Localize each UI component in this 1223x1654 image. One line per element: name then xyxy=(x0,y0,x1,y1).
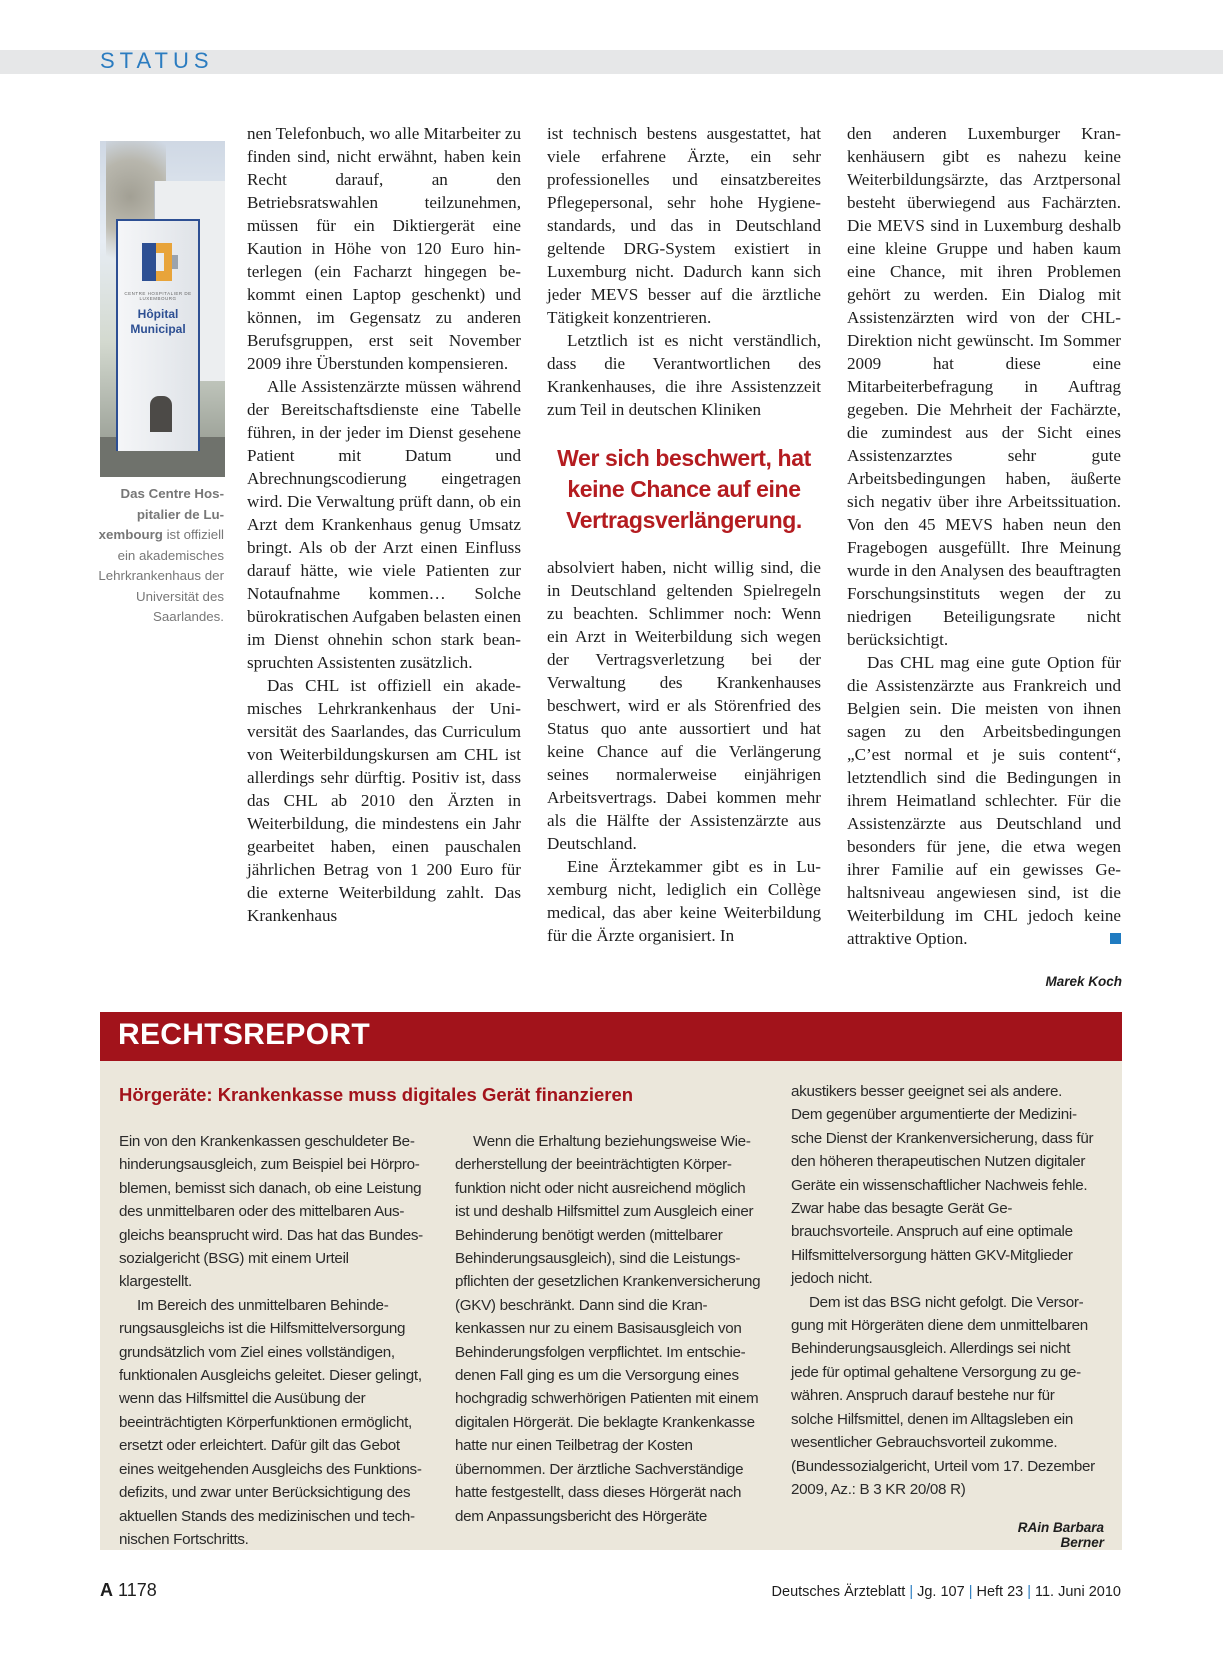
paragraph: ist technisch bestens ausgestattet, hat viele erfahrene Ärzte, ein sehr professionelles und einsatzbereites Pflegepersonal, sehr hohe Hygienestandards, und das in Deutschland geltende DRG-System existiert in Luxemburg nicht. Dadurch kann sich jeder MEVS besser auf die ärztliche Tätigkeit konzentrieren. xyxy=(547,124,821,327)
sign-subtitle: CENTRE HOSPITALIER DE LUXEMBOURG xyxy=(124,291,192,301)
paragraph: Das CHL ist offiziell ein akademisches Lehrkrankenhaus der Universität des Saarlandes, das Curriculum von Weiterbildungskursen am CHL ist allerdings sehr dürftig. Positiv ist, dass das CHL ab 2010 den Ärzten in Weiterbildung, die mindestens ein Jahr gearbeitet haben, einen pauschalen jährlichen Betrag von 1 200 Euro für die externe Weiterbildung zahlt. Das Krankenhaus xyxy=(247,676,521,925)
article-column-1 xyxy=(247,122,521,927)
article-column-2 xyxy=(547,122,821,947)
trash-bin-shape xyxy=(150,396,172,432)
paragraph: Dem ist das BSG nicht gefolgt. Die Versorgung mit Hörgeräten diene dem unmittelbaren Behinderungsausgleich. Allerdings sei nicht jede für optimal gehaltene Versorgung zu gewähren. Anspruch darauf bestehe nur für solche Hilfsmittel, denen im Alltagsleben ein wesentlicher Gebrauchsvorteil zukomme. (Bundessozialgericht, Urteil vom 17. Dezember 2009, Az.: B 3 KR 20/08 R) xyxy=(791,1293,1095,1498)
journal-volume: Jg. 107 xyxy=(917,1584,965,1600)
pull-quote: Wer sich beschwert, hat keine Chance auf eine Vertragsverlängerung. xyxy=(557,445,811,533)
paragraph: nen Telefonbuch, wo alle Mitarbeiter zu finden sind, nicht erwähnt, haben kein Recht darauf, an den Betriebsratswahlen teilzunehmen, müssen für ein Diktiergerät eine Kaution in Höhe von 120 Euro hinterlegen (ein Facharzt hingegen bekommt einen Laptop geschenkt) und können, im Gegensatz zu anderen Berufsgruppen, erst seit November 2009 ihre Überstunden kompensieren. xyxy=(247,124,521,373)
rechtsreport-title: RECHTSREPORT xyxy=(118,1018,370,1051)
article-author: Marek Koch xyxy=(1045,974,1122,989)
journal-name: Deutsches Ärzteblatt xyxy=(771,1584,906,1600)
rechtsreport-column-3 xyxy=(791,1080,1097,1501)
article-column-3 xyxy=(847,122,1121,950)
end-mark-icon xyxy=(1110,933,1121,944)
rechtsreport-author: RAin Barbara Berner xyxy=(1017,1520,1104,1550)
journal-date: 11. Juni 2010 xyxy=(1035,1584,1121,1600)
paragraph: Wenn die Erhaltung beziehungsweise Wiederherstellung der beeinträchtigten Körperfunktion nicht oder nicht ausreichend möglich ist und deshalb Hilfsmittel zum Ausgleich einer Behinderung benötigt werden (mittelbarer Behinderungsausgleich), sind die Leistungspflichten der gesetzlichen Krankenversicherung (GKV) beschränkt. Dann sind die Krankenkassen nur zu einem Basisausgleich von Behinderungsfolgen verpflichtet. Im entschiedenen Fall ging es um die Versorgung eines hochgradig schwerhörigen Patienten mit einem digitalen Hörgerät. Die beklagte Krankenkasse hatte nur einen Teilbetrag der Kosten übernommen. Der ärztliche Sachverständige hatte festgestellt, dass dieses Hörgerät nach dem Anpassungsbericht des Hörgeräte xyxy=(455,1133,761,1525)
paragraph: den anderen Luxemburger Krankenhäusern gibt es nahezu keine Weiterbildungsärzte, das Arztpersonal besteht überwiegend aus Fachärzten. Die MEVS sind in Luxemburg deshalb eine kleine Gruppe und haben kaum eine Chance, mit ihren Problemen gehört zu werden. Ein Dialog mit Assistenzärzten wird von der CHL-Direktion nicht gewünscht. Im Sommer 2009 hat diese eine Mitarbeiterbefragung in Auftrag gegeben. Die Mehrheit der Fachärzte, die zumindest aus der Sicht eines Assistenzarztes sehr gute Arbeitsbedingungen haben, äußerte sich negativ über ihre Arbeitssituation. Von den 45 MEVS haben neun den Fragebogen ausgefüllt. Ihre Meinung wurde in den Analysen des beauftragten Forschungsinstituts wegen der zu niedrigen Beteiligungsrate nicht berücksichtigt. xyxy=(847,124,1121,649)
paragraph: absolviert haben, nicht willig sind, die in Deutschland geltenden Spielregeln zu beachten. Schlimmer noch: Wenn ein Arzt in Weiterbildung sich wegen der Vertragsverletzung bei der Verwaltung des Krankenhauses beschwert, wird er als Störenfried des Status quo ante aussortiert und hat keine Chance auf die Verlängerung seines normalerweise einjährigen Arbeitsvertrags. Dabei kommen mehr als die Hälfte der Assistenzärzte aus Deutschland. xyxy=(547,558,821,853)
rechtsreport-header xyxy=(100,1012,1122,1061)
rechtsreport-headline: Hörgeräte: Krankenkasse muss digitales Gerät finanzieren xyxy=(119,1084,634,1105)
caption-bold: Das Centre Hospitalier de Luxembourg xyxy=(98,486,224,542)
paragraph: Ein von den Krankenkassen geschuldeter Behinderungsausgleich, zum Beispiel bei Hörproblemen, bemisst sich danach, ob eine Leistung des unmittelbaren oder des mittelbaren Ausgleichs beansprucht wird. Das hat das Bundessozialgericht (BSG) mit einem Urteil klargestellt. xyxy=(119,1133,424,1291)
separator: | xyxy=(1027,1584,1031,1600)
page-number xyxy=(100,1580,157,1601)
separator: | xyxy=(968,1584,973,1600)
journal-issue: Heft 23 xyxy=(976,1584,1024,1600)
photo-caption xyxy=(96,484,224,628)
separator: | xyxy=(909,1584,914,1600)
paragraph-text: Das CHL mag eine gute Option für die Assistenzärzte aus Frankreich und Belgien sein. Die meisten von ihnen sagen zu den Arbeitsbedingungen „C’est normal et je suis content“, letztendlich sind die Bedingungen in ihrem Heimatland schlechter. Für die Assistenzärzte aus Deutschland und besonders für jene, die etwa wegen ihrer Familie auf ein gewisses Gehaltsniveau angewiesen sind, ist die Weiterbildung im CHL jedoch keine attraktive Option. xyxy=(847,653,1121,948)
caption-rest: ist offiziell ein akademisches Lehrkrankenhaus der Universität des Saarlandes. xyxy=(98,527,224,624)
paragraph: Alle Assistenzärzte müssen während der Bereitschaftsdienste eine Tabelle führen, in der jeder im Dienst gesehene Patient mit Datum und Abrechnungscodierung eingetragen wird. Die Verwaltung prüft dann, ob ein Arzt dem Krankenhaus genug Umsatz bringt. Als ob der Arzt einen Einfluss darauf hätte, wie viele Patienten zur Notaufnahme kommen… Solche bürokratischen Aufgaben belasten einen im Dienst ohnehin schon stark beanspruchten Assistenten zusätzlich. xyxy=(247,377,521,672)
paragraph: Eine Ärztekammer gibt es in Luxemburg nicht, lediglich ein Collège medical, das aber keine Weiterbildung für die Ärzte organisiert. In xyxy=(547,857,821,945)
rechtsreport-box xyxy=(100,1012,1122,1550)
paragraph: akustikers besser geeignet sei als andere. Dem gegenüber argumentierte der Medizinische Dienst der Krankenversicherung, dass für den höheren therapeutischen Nutzen digitaler Geräte ein wissenschaftlicher Nachweis fehle. Zwar habe das besagte Gerät Gebrauchsvorteile. Anspruch auf eine optimale Hilfsmittelversorgung hätten GKV-Mitglieder jedoch nicht. xyxy=(791,1083,1094,1288)
rechtsreport-column-1 xyxy=(119,1130,425,1551)
paragraph: Letztlich ist es nicht verständlich, dass die Verantwortlichen des Krankenhauses, die ihre Assistenzzeit zum Teil in deutschen Kliniken xyxy=(547,331,821,419)
rechtsreport-column-2 xyxy=(455,1130,761,1528)
paragraph: Im Bereich des unmittelbaren Behinderungsausgleichs ist die Hilfsmittelversorgung grundsätzlich vom Ziel eines vollständigen, funktionalen Ausgleichs geleitet. Dieser gelingt, wenn das Hilfsmittel die Ausübung der beeinträchtigten Körperfunktionen ermöglicht, ersetzt oder erleichtert. Dafür gilt das Gebot eines weitgehenden Ausgleichs des Funktionsdefizits, und zwar unter Berücksichtigung des aktuellen Stands des medizinischen und technischen Fortschritts. xyxy=(119,1296,422,1548)
chl-logo-icon xyxy=(140,239,180,285)
section-label: STATUS xyxy=(100,48,214,73)
paragraph xyxy=(847,651,1121,950)
hospital-photo xyxy=(100,141,225,477)
sign-name: Hôpital Municipal xyxy=(130,307,186,336)
page-prefix: A xyxy=(100,1580,113,1600)
page-number-value: 1178 xyxy=(118,1580,157,1600)
footer-citation xyxy=(772,1584,1121,1600)
